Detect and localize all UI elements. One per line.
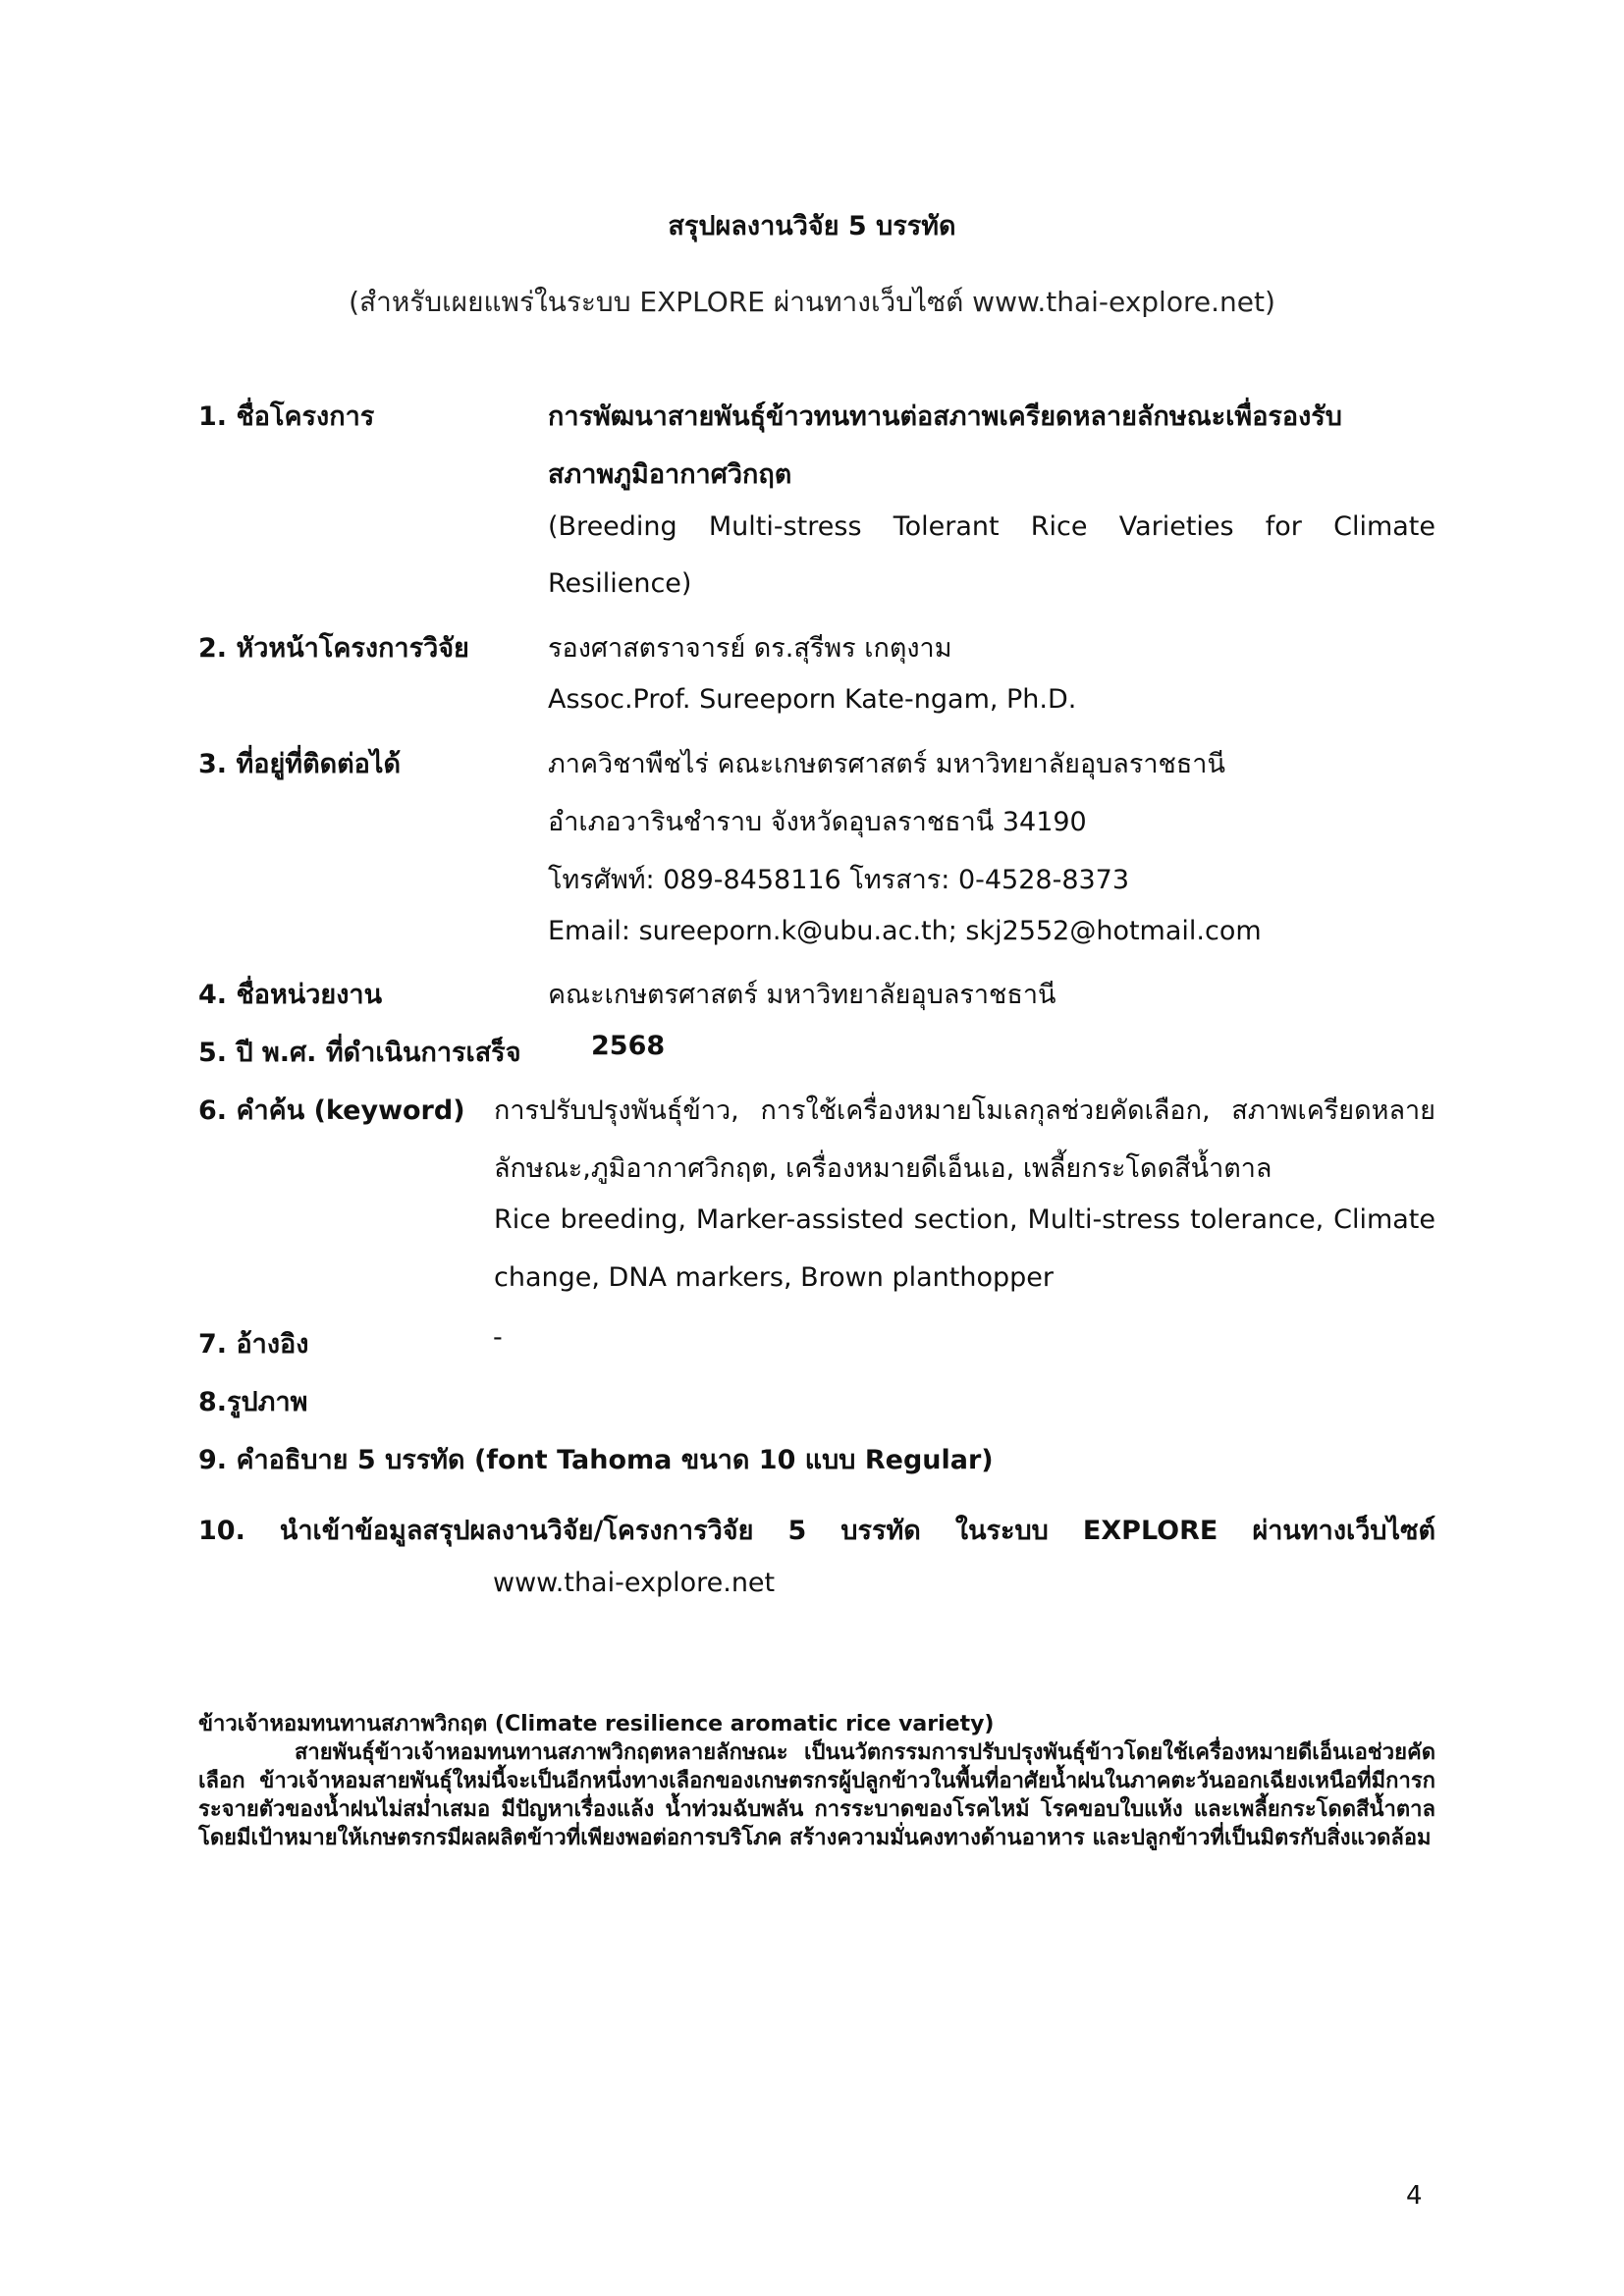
summary-block bbox=[198, 1710, 1435, 1852]
keywords-en-line1: Rice breeding, Marker-assisted section, Multi-stress tolerance, Climate bbox=[494, 1204, 1435, 1235]
keywords-en-line2: change, DNA markers, Brown planthopper bbox=[494, 1262, 1054, 1293]
keywords-th-line2: ลักษณะ,ภูมิอากาศวิกฤต, เครื่องหมายดีเอ็นเอ, เพลี้ยกระโดดสีน้ำตาล bbox=[494, 1153, 1272, 1184]
summary-body: สายพันธุ์ข้าวเจ้าหอมทนทานสภาพวิกฤตหลายลักษณะ เป็นนวัตกรรมการปรับปรุงพันธุ์ข้าวโดยใช้เครื่องหมายดีเอ็นเอช่วยคัดเลือก ข้าวเจ้าหอมสายพันธุ์ใหม่นี้จะเป็นอีกหนึ่งทางเลือกของเกษตรกรผู้ปลูกข้าวในพื้นที่อาศัยน้ำฝนในภาคตะวันออกเฉียงเหนือที่มีการกระจายตัวของน้ำฝนไม่สม่ำเสมอ มีปัญหาเรื่องแล้ง น้ำท่วมฉับพลัน การระบาดของโรคไหม้ โรคขอบใบแห้ง และเพลี้ยกระโดดสีน้ำตาล โดยมีเป้าหมายให้เกษตรกรมีผลผลิตข้าวที่เพียงพอต่อการบริโภค สร้างความมั่นคงทางด้านอาหาร และปลูกข้าวที่เป็นมิตรกับสิ่งแวดล้อม bbox=[198, 1740, 1435, 1850]
page-number: 4 bbox=[1406, 2181, 1423, 2211]
head-researcher-th: รองศาสตราจารย์ ดร.สุรีพร เกตุงาม bbox=[548, 633, 952, 664]
head-researcher-label: 2. หัวหน้าโครงการวิจัย bbox=[198, 633, 469, 664]
description-label: 9. คำอธิบาย 5 บรรทัด (font Tahoma ขนาด 10 แบบ Regular) bbox=[198, 1445, 994, 1475]
year-value: 2568 bbox=[591, 1031, 666, 1061]
address-line2: อำเภอวารินชำราบ จังหวัดอุบลราชธานี 34190 bbox=[548, 807, 1087, 837]
address-line1: ภาควิชาพืชไร่ คณะเกษตรศาสตร์ มหาวิทยาลัยอุบลราชธานี bbox=[548, 749, 1225, 779]
head-researcher-en: Assoc.Prof. Sureeporn Kate-ngam, Ph.D. bbox=[548, 684, 1077, 715]
document-subtitle: (สำหรับเผยแพร่ในระบบ EXPLORE ผ่านทางเว็บไซต์ www.thai-explore.net) bbox=[349, 286, 1275, 318]
reference-label: 7. อ้างอิง bbox=[198, 1329, 309, 1360]
reference-value: - bbox=[493, 1322, 503, 1353]
keywords-label: 6. คำค้น (keyword) bbox=[198, 1095, 465, 1126]
document-title: สรุปผลงานวิจัย 5 บรรทัด bbox=[668, 211, 956, 241]
import-website: www.thai-explore.net bbox=[493, 1568, 776, 1598]
address-label: 3. ที่อยู่ที่ติดต่อได้ bbox=[198, 749, 402, 779]
year-label: 5. ปี พ.ศ. ที่ดำเนินการเสร็จ bbox=[198, 1038, 521, 1068]
project-name-en-line2: Resilience) bbox=[548, 568, 692, 599]
address-phone-fax: โทรศัพท์: 089-8458116 โทรสาร: 0-4528-8373 bbox=[548, 865, 1130, 895]
project-name-th-line2: สภาพภูมิอากาศวิกฤต bbox=[548, 459, 792, 490]
images-label: 8.รูปภาพ bbox=[198, 1387, 308, 1417]
project-name-label: 1. ชื่อโครงการ bbox=[198, 401, 375, 432]
agency-value: คณะเกษตรศาสตร์ มหาวิทยาลัยอุบลราชธานี bbox=[548, 980, 1056, 1010]
project-name-en-line1: (Breeding Multi-stress Tolerant Rice Varieties for Climate bbox=[548, 511, 1435, 542]
summary-heading: ข้าวเจ้าหอมทนทานสภาพวิกฤต (Climate resilience aromatic rice variety) bbox=[198, 1712, 995, 1736]
keywords-th-line1: การปรับปรุงพันธุ์ข้าว, การใช้เครื่องหมายโมเลกุลช่วยคัดเลือก, สภาพเครียดหลาย bbox=[494, 1095, 1435, 1126]
agency-label: 4. ชื่อหน่วยงาน bbox=[198, 980, 383, 1010]
address-email: Email: sureeporn.k@ubu.ac.th; skj2552@hotmail.com bbox=[548, 916, 1262, 946]
import-label-line1: 10. นำเข้าข้อมูลสรุปผลงานวิจัย/โครงการวิจัย 5 บรรทัด ในระบบ EXPLORE ผ่านทางเว็บไซต์ bbox=[198, 1516, 1435, 1546]
project-name-th-line1: การพัฒนาสายพันธุ์ข้าวทนทานต่อสภาพเครียดหลายลักษณะเพื่อรองรับ bbox=[548, 401, 1342, 432]
